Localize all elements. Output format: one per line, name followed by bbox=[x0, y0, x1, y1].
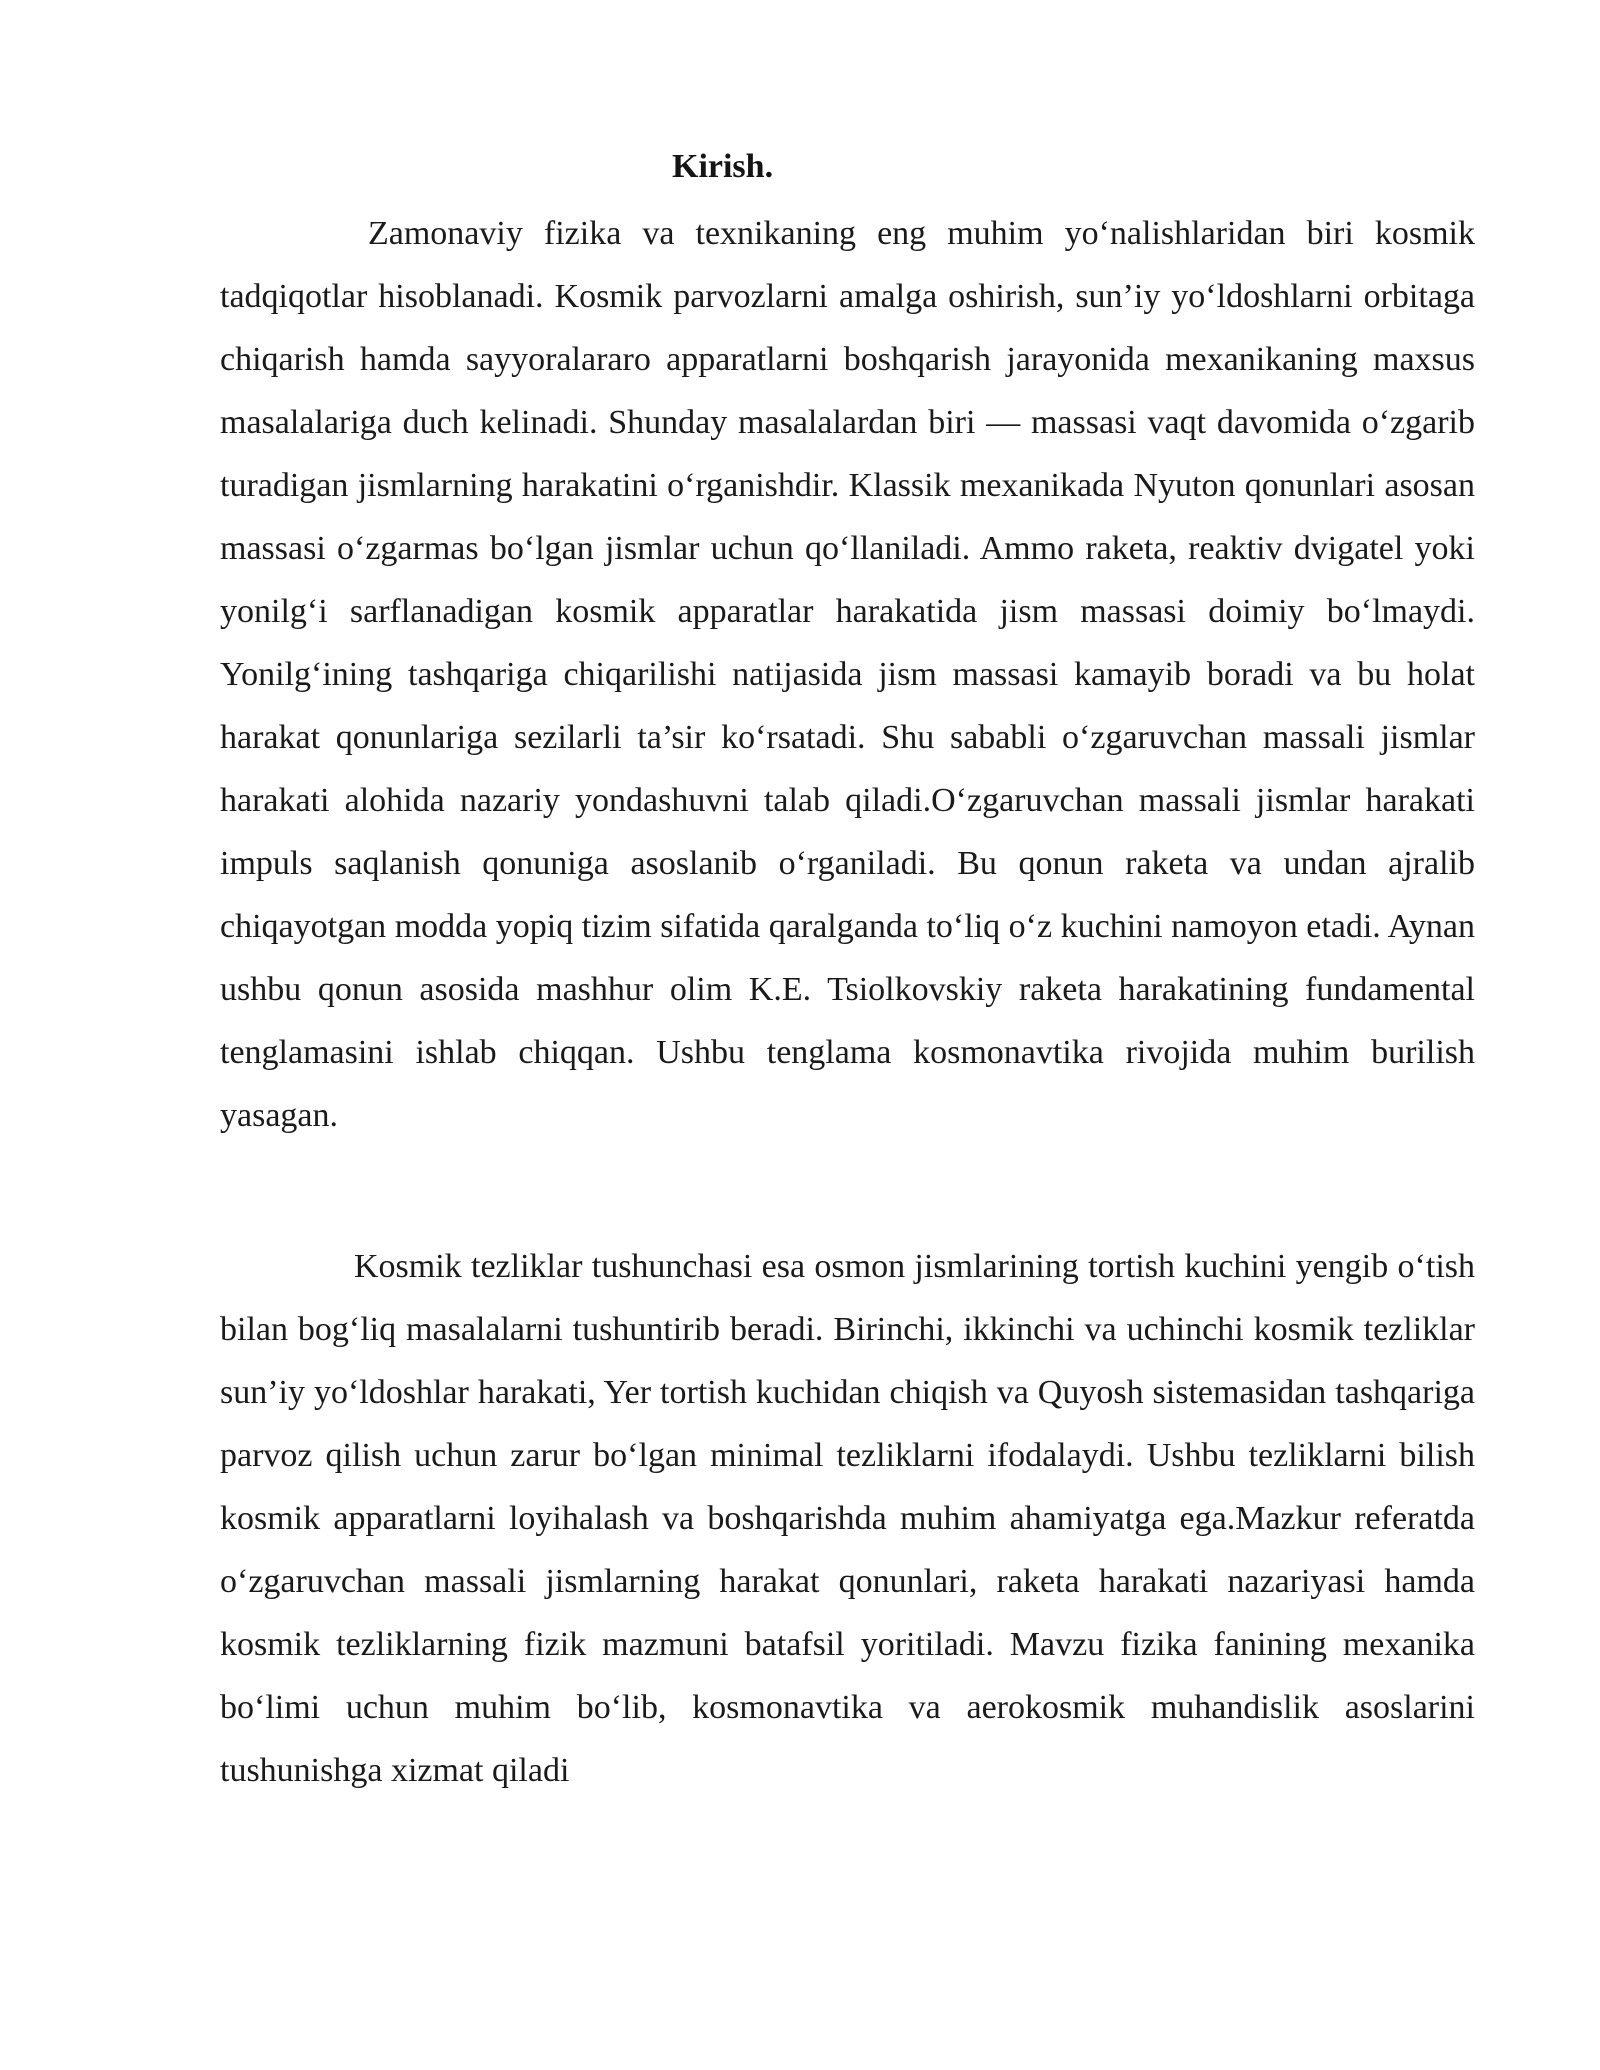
intro-paragraph-1: Zamonaviy fizika va texnikaning eng muhim yo‘nalishlaridan biri kosmik tadqiqotlar hisoblanadi. Kosmik parvozlarni amalga oshirish, sun’iy yo‘ldoshlarni orbitaga chiqarish hamda sayyoralararo apparatlarni boshqarish jarayonida mexanikaning maxsus masalalariga duch kelinadi. Shunday masalalardan biri — massasi vaqt davomida o‘zgarib turadigan jismlarning harakatini o‘rganishdir. Klassik mexanikada Nyuton qonunlari asosan massasi o‘zgarmas bo‘lgan jismlar uchun qo‘llaniladi. Ammo raketa, reaktiv dvigatel yoki yonilg‘i sarflanadigan kosmik apparatlar harakatida jism massasi doimiy bo‘lmaydi. Yonilg‘ining tashqariga chiqarilishi natijasida jism massasi kamayib boradi va bu holat harakat qonunlariga sezilarli ta’sir ko‘rsatadi. Shu sababli o‘zgaruvchan massali jismlar harakati alohida nazariy yondashuvni talab qiladi.O‘zgaruvchan massali jismlar harakati impuls saqlanish qonuniga asoslanib o‘rganiladi. Bu qonun raketa va undan ajralib chiqayotgan modda yopiq tizim sifatida qaralganda to‘liq o‘z kuchini namoyon etadi. Aynan ushbu qonun asosida mashhur olim K.E. Tsiolkovskiy raketa harakatining fundamental tenglamasini ishlab chiqqan. Ushbu tenglama kosmonavtika rivojida muhim burilish yasagan. bbox=[220, 215, 1475, 1134]
intro-paragraph-2: Kosmik tezliklar tushunchasi esa osmon jismlarining tortish kuchini yengib o‘tish bilan bog‘liq masalalarni tushuntirib beradi. Birinchi, ikkinchi va uchinchi kosmik tezliklar sun’iy yo‘ldoshlar harakati, Yer tortish kuchidan chiqish va Quyosh sistemasidan tashqariga parvoz qilish uchun zarur bo‘lgan minimal tezliklarni ifodalaydi. Ushbu tezliklarni bilish kosmik apparatlarni loyihalash va boshqarishda muhim ahamiyatga ega.Mazkur referatda o‘zgaruvchan massali jismlarning harakat qonunlari, raketa harakati nazariyasi hamda kosmik tezliklarning fizik mazmuni batafsil yoritiladi. Mavzu fizika fanining mexanika bo‘limi uchun muhim bo‘lib, kosmonavtika va aerokosmik muhandislik asoslarini tushunishga xizmat qiladi bbox=[220, 1248, 1475, 1789]
document-heading: Kirish. bbox=[672, 148, 774, 185]
